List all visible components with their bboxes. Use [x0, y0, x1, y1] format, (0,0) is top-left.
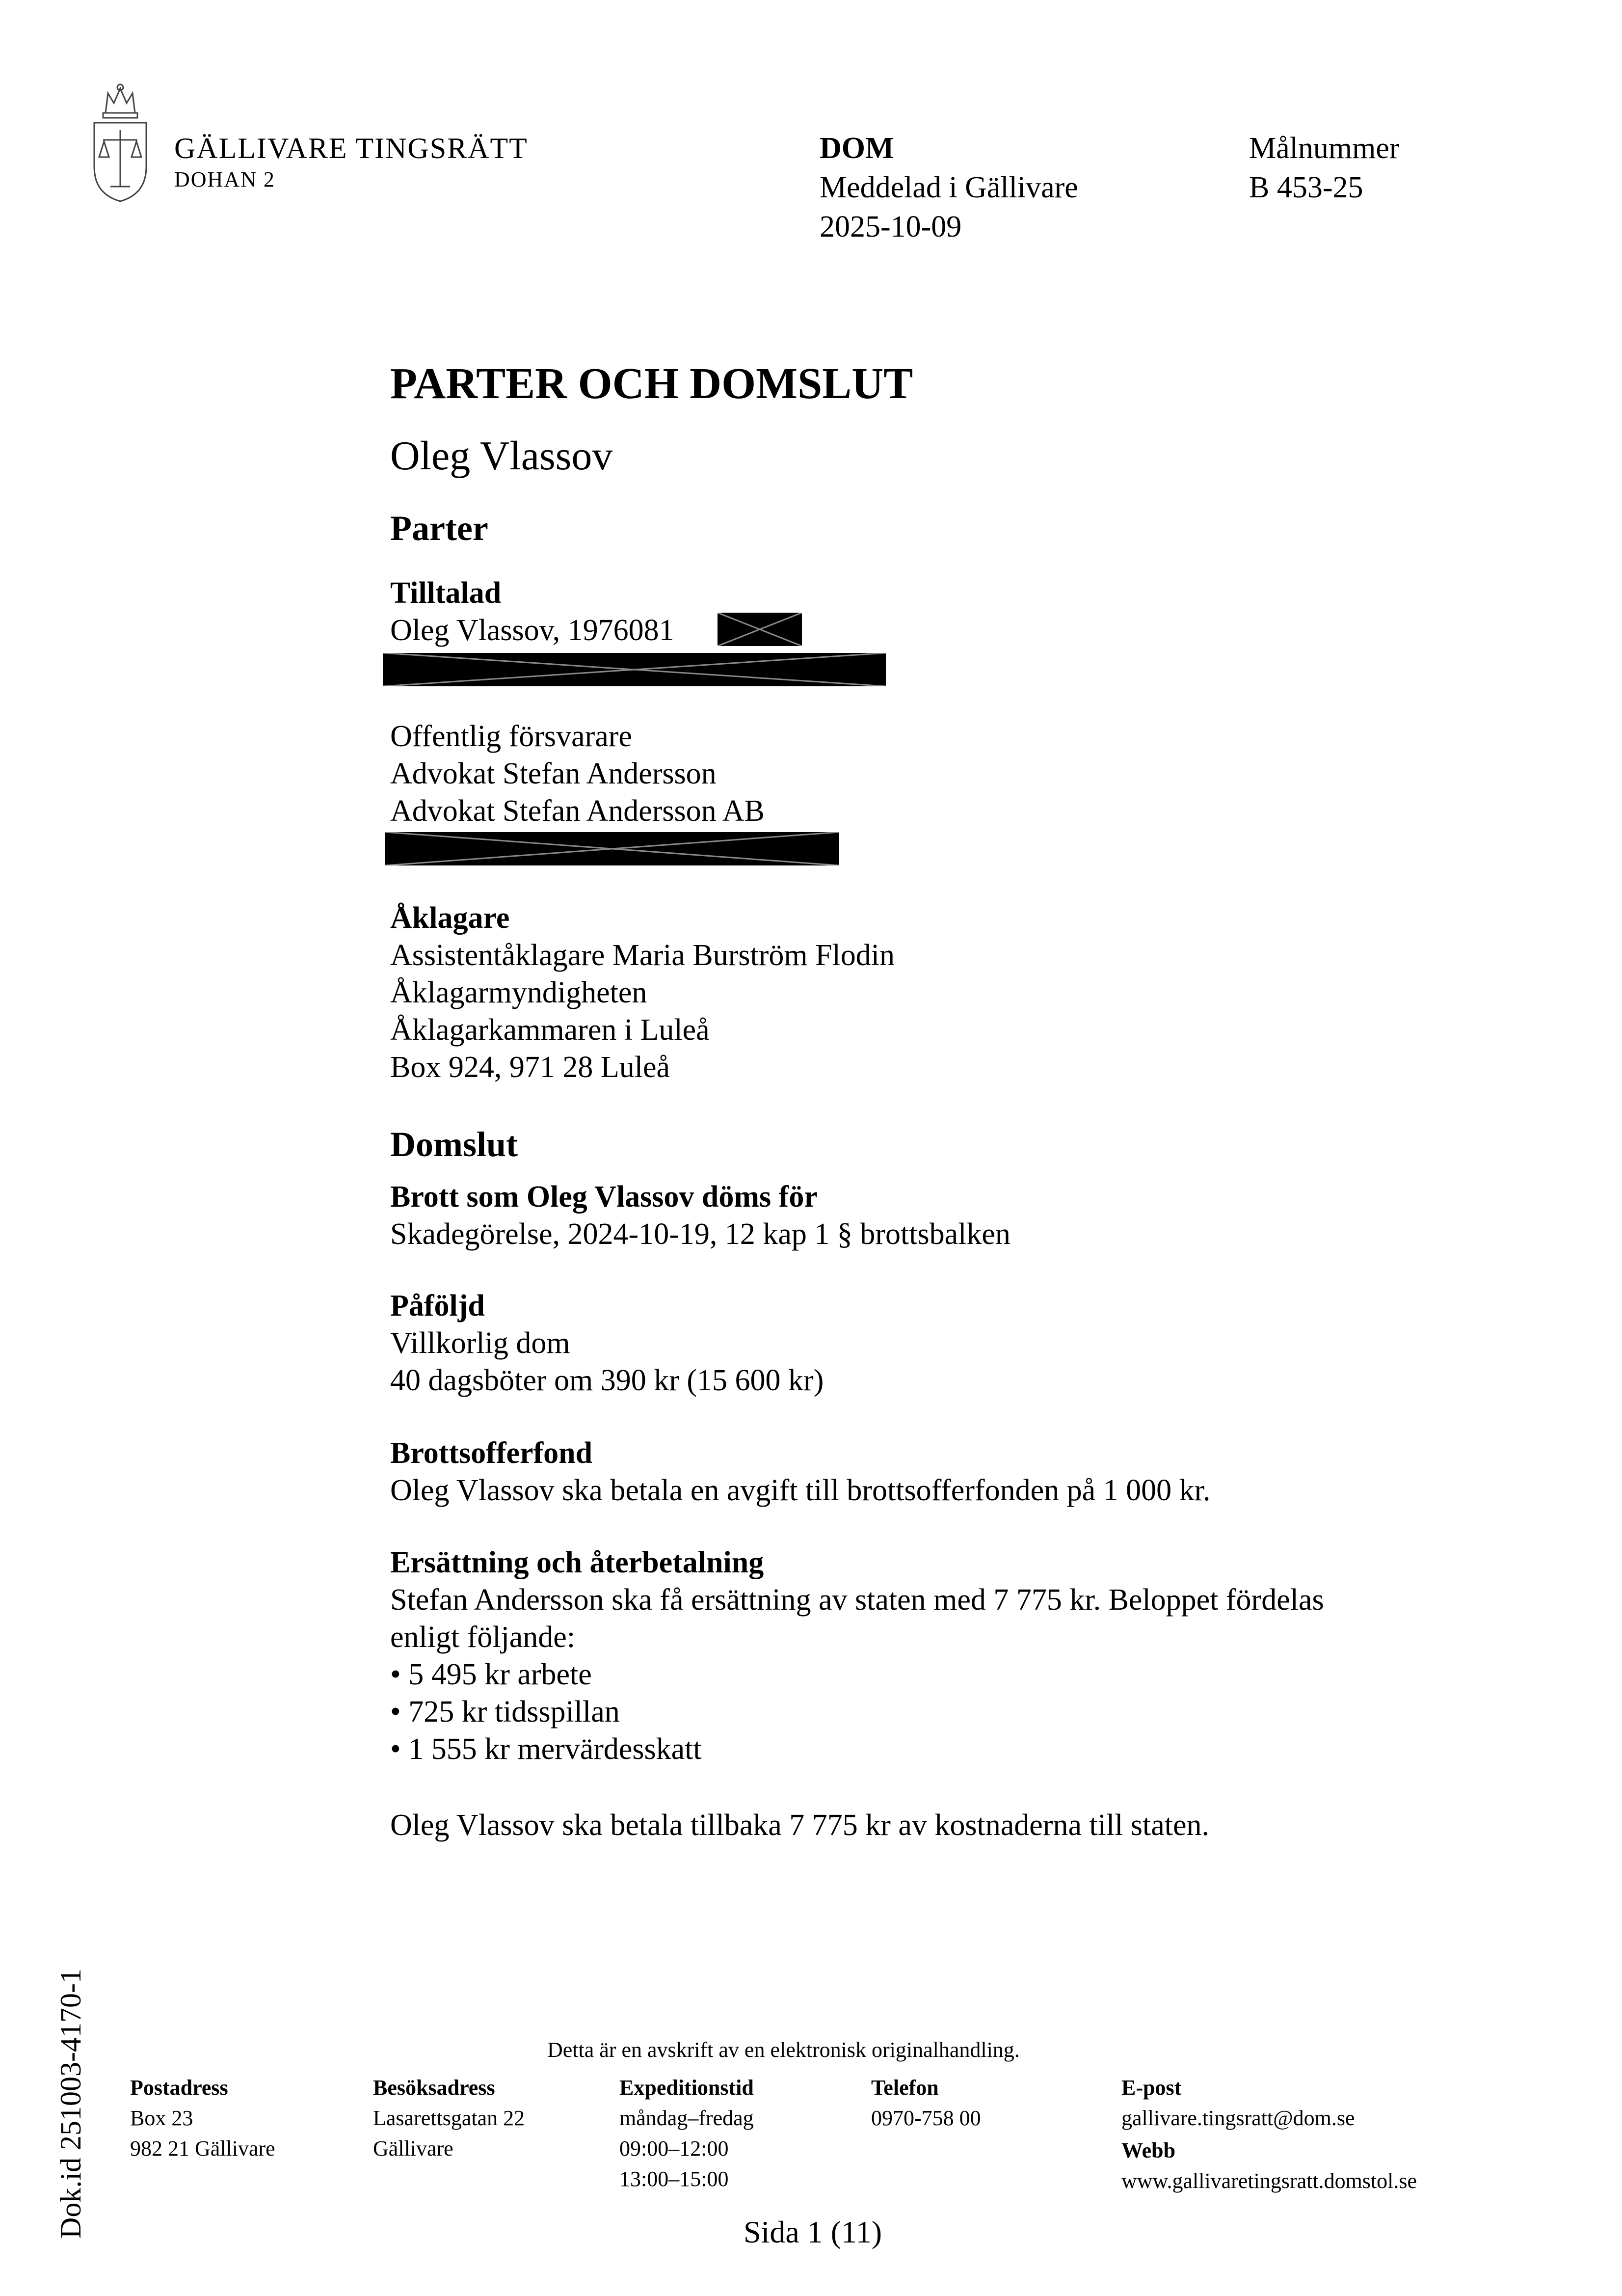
prosecutor-line: Åklagarkammaren i Luleå [390, 1013, 710, 1047]
footer-visit [373, 2073, 525, 2164]
sanction-label: Påföljd [390, 1289, 485, 1323]
visit-line: Gällivare [373, 2136, 453, 2161]
court-name: GÄLLIVARE TINGSRÄTT [174, 132, 528, 164]
document-id: Dok.id 251003-4170-1 [54, 1969, 87, 2239]
footer-post [130, 2073, 275, 2164]
page-number: Sida 1 (11) [744, 2215, 882, 2249]
footer-hours [619, 2073, 754, 2194]
compensation-line: Stefan Andersson ska få ersättning av staten med 7 775 kr. Beloppet fördelas [390, 1583, 1324, 1617]
verdict-heading: Domslut [390, 1125, 518, 1164]
fund-label: Brottsofferfond [390, 1436, 593, 1470]
post-label: Postadress [130, 2076, 228, 2100]
doc-header [820, 129, 1078, 246]
crime-section [390, 1178, 1010, 1253]
defender-line: Advokat Stefan Andersson [390, 757, 717, 790]
doc-type: DOM [820, 132, 894, 165]
post-line: Box 23 [130, 2106, 193, 2130]
compensation-item: • 1 555 kr mervärdesskatt [390, 1732, 702, 1766]
prosecutor-line: Box 924, 971 28 Luleå [390, 1051, 670, 1084]
footer-note: Detta är en avskrift av en elektronisk originalhandling. [547, 2038, 1020, 2062]
issued-date: 2025-10-09 [820, 210, 962, 243]
issued-place: Meddelad i Gällivare [820, 171, 1078, 204]
crime-text: Skadegörelse, 2024-10-19, 12 kap 1 § brottsbalken [390, 1217, 1010, 1251]
hours-label: Expeditionstid [619, 2076, 754, 2100]
court-unit: DOHAN 2 [174, 167, 275, 191]
post-line: 982 21 Gällivare [130, 2136, 275, 2161]
prosecutor-label: Åklagare [390, 901, 510, 935]
case-label: Målnummer [1249, 132, 1400, 165]
sanction-line: Villkorlig dom [390, 1326, 570, 1360]
hours-line: 13:00–15:00 [619, 2167, 729, 2191]
compensation-item: • 5 495 kr arbete [390, 1658, 592, 1691]
web-link[interactable]: www.gallivaretingsratt.domstol.se [1121, 2169, 1417, 2193]
repayment-text: Oleg Vlassov ska betala tillbaka 7 775 kr av kostnaderna till staten. [390, 1809, 1210, 1842]
defendant-section [390, 574, 674, 649]
compensation-line: enligt följande: [390, 1621, 576, 1654]
defendant-heading: Oleg Vlassov [390, 433, 613, 479]
redaction-box [383, 653, 886, 686]
crime-label: Brott som Oleg Vlassov döms för [390, 1180, 818, 1214]
defender-section [390, 718, 765, 830]
case-info [1249, 129, 1400, 207]
parties-heading: Parter [390, 509, 488, 548]
email-label: E-post [1121, 2076, 1182, 2100]
fund-text: Oleg Vlassov ska betala en avgift till brottsofferfonden på 1 000 kr. [390, 1474, 1211, 1507]
web-label: Webb [1121, 2138, 1176, 2162]
phone-number: 0970-758 00 [871, 2106, 981, 2130]
email-link[interactable]: gallivare.tingsratt@dom.se [1121, 2106, 1355, 2130]
redaction-box [718, 613, 802, 646]
footer-contact [1121, 2073, 1417, 2196]
page-title: PARTER OCH DOMSLUT [390, 359, 913, 408]
phone-label: Telefon [871, 2076, 939, 2100]
hours-line: måndag–fredag [619, 2106, 754, 2130]
visit-line: Lasarettsgatan 22 [373, 2106, 525, 2130]
defendant-line: Oleg Vlassov, 1976081 [390, 614, 674, 647]
compensation-item: • 725 kr tidsspillan [390, 1695, 620, 1729]
hours-line: 09:00–12:00 [619, 2136, 729, 2161]
prosecutor-section [390, 899, 895, 1086]
case-number: B 453-25 [1249, 171, 1363, 204]
prosecutor-line: Assistentåklagare Maria Burström Flodin [390, 939, 895, 972]
defender-line: Offentlig försvarare [390, 720, 632, 753]
court-emblem-icon [88, 83, 152, 204]
sanction-line: 40 dagsböter om 390 kr (15 600 kr) [390, 1364, 824, 1397]
prosecutor-line: Åklagarmyndigheten [390, 976, 647, 1009]
fund-section [390, 1434, 1210, 1509]
visit-label: Besöksadress [373, 2076, 495, 2100]
defender-line: Advokat Stefan Andersson AB [390, 794, 765, 828]
footer-phone [871, 2073, 981, 2134]
compensation-label: Ersättning och återbetalning [390, 1546, 764, 1579]
compensation-section [390, 1544, 1324, 1768]
redaction-box [385, 832, 839, 865]
sanction-section [390, 1287, 824, 1399]
defendant-label: Tilltalad [390, 576, 502, 610]
